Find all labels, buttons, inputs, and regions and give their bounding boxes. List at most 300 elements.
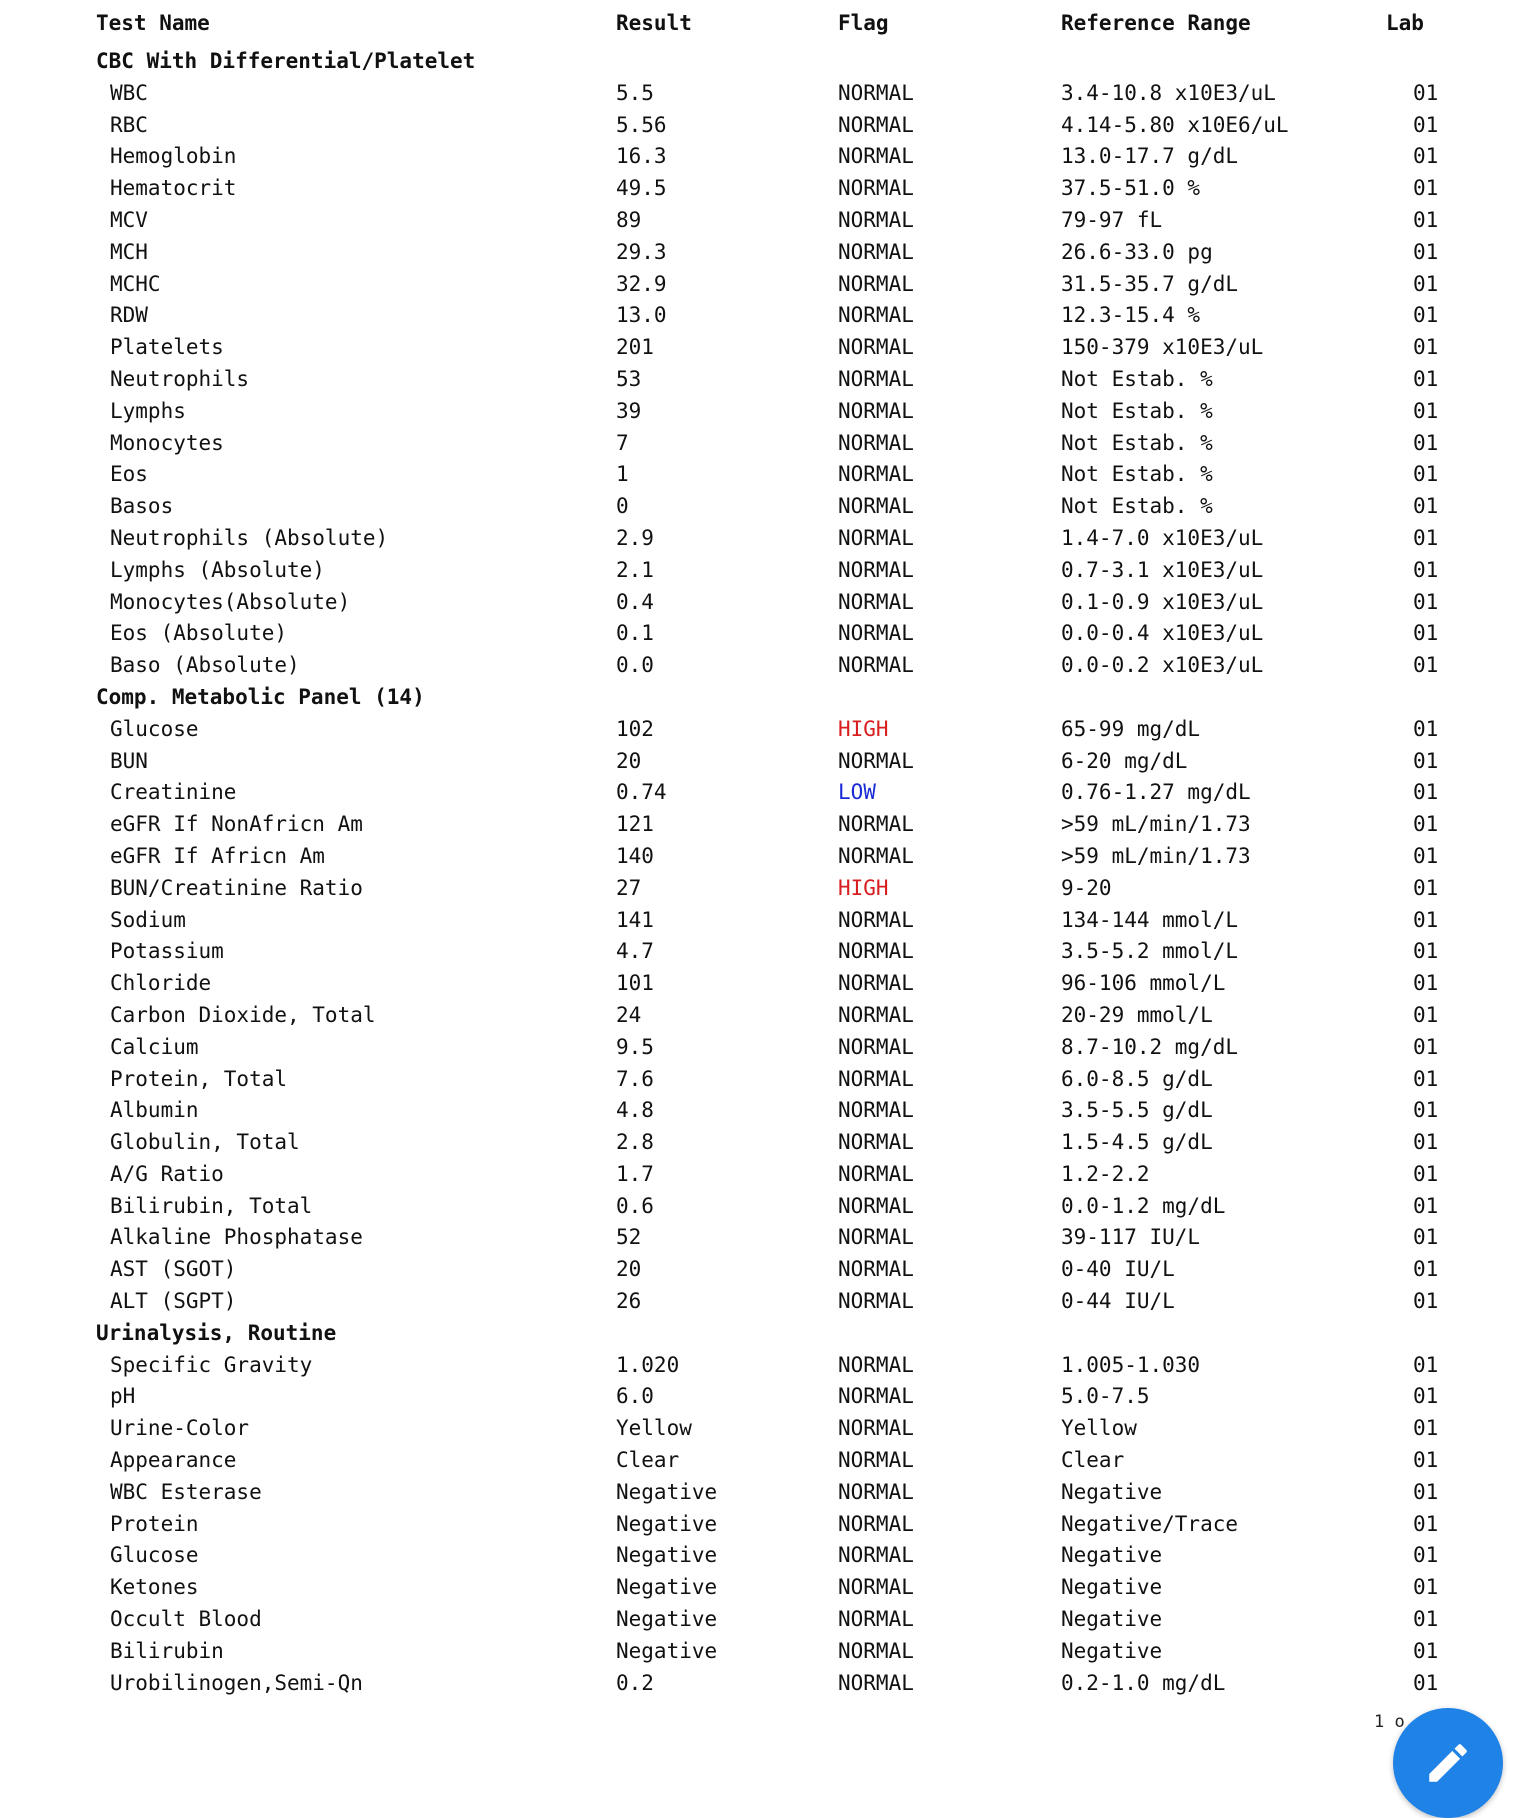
lab-code: 01 — [1413, 1384, 1439, 1409]
lab-code: 01 — [1413, 1352, 1439, 1377]
test-result: 53 — [616, 366, 642, 391]
reference-range: 65-99 mg/dL — [1061, 716, 1201, 741]
test-name: Protein — [110, 1511, 199, 1536]
result-row — [0, 618, 1536, 650]
edit-button[interactable] — [1393, 1708, 1503, 1818]
test-name: Eos (Absolute) — [110, 621, 288, 646]
page-indicator: 1 o — [1374, 1712, 1405, 1732]
test-name: Ketones — [110, 1575, 199, 1600]
test-flag: NORMAL — [838, 1575, 914, 1600]
test-result: Negative — [616, 1543, 718, 1568]
test-flag: NORMAL — [838, 1511, 914, 1536]
reference-range: Negative — [1061, 1543, 1163, 1568]
test-result: 32.9 — [616, 271, 667, 296]
test-result: 49.5 — [616, 176, 667, 201]
test-flag: NORMAL — [838, 462, 914, 487]
test-result: 2.8 — [616, 1130, 654, 1155]
test-flag: NORMAL — [838, 1130, 914, 1155]
test-result: 0.4 — [616, 589, 654, 614]
test-result: 7 — [616, 430, 629, 455]
result-row — [0, 459, 1536, 491]
test-name: MCH — [110, 239, 148, 264]
lab-code: 01 — [1413, 748, 1439, 773]
test-flag: NORMAL — [838, 939, 914, 964]
test-result: 1 — [616, 462, 629, 487]
result-row — [0, 1254, 1536, 1286]
test-flag: NORMAL — [838, 366, 914, 391]
test-result: 102 — [616, 716, 654, 741]
reference-range: Clear — [1061, 1448, 1125, 1473]
result-row — [0, 237, 1536, 269]
lab-code: 01 — [1413, 1416, 1439, 1441]
result-row — [0, 1127, 1536, 1159]
reference-range: 1.2-2.2 — [1061, 1161, 1150, 1186]
reference-range: Negative — [1061, 1638, 1163, 1663]
result-row — [0, 1668, 1536, 1700]
reference-range: 0.0-1.2 mg/dL — [1061, 1193, 1226, 1218]
test-name: Monocytes(Absolute) — [110, 589, 351, 614]
result-row — [0, 1604, 1536, 1636]
test-result: 101 — [616, 971, 654, 996]
test-result: 39 — [616, 398, 642, 423]
column-header-row — [0, 0, 1536, 46]
test-name: Carbon Dioxide, Total — [110, 1002, 376, 1027]
lab-code: 01 — [1413, 1066, 1439, 1091]
reference-range: Negative — [1061, 1607, 1163, 1632]
test-flag: NORMAL — [838, 621, 914, 646]
lab-code: 01 — [1413, 1479, 1439, 1504]
reference-range: 1.4-7.0 x10E3/uL — [1061, 525, 1264, 550]
result-row — [0, 1350, 1536, 1382]
lab-code: 01 — [1413, 557, 1439, 582]
result-row — [0, 1064, 1536, 1096]
test-flag: NORMAL — [838, 843, 914, 868]
section-title: Comp. Metabolic Panel (14) — [96, 684, 425, 709]
test-result: 16.3 — [616, 144, 667, 169]
reference-range: 1.5-4.5 g/dL — [1061, 1130, 1213, 1155]
result-row — [0, 1636, 1536, 1668]
reference-range: 134-144 mmol/L — [1061, 907, 1239, 932]
test-result: Negative — [616, 1638, 718, 1663]
test-flag: NORMAL — [838, 430, 914, 455]
test-flag: NORMAL — [838, 907, 914, 932]
test-name: WBC — [110, 80, 148, 105]
lab-code: 01 — [1413, 462, 1439, 487]
test-flag: NORMAL — [838, 748, 914, 773]
reference-range: Not Estab. % — [1061, 398, 1213, 423]
header-flag: Flag — [838, 11, 889, 35]
lab-code: 01 — [1413, 430, 1439, 455]
test-result: 13.0 — [616, 303, 667, 328]
test-flag: NORMAL — [838, 1416, 914, 1441]
result-row — [0, 141, 1536, 173]
reference-range: 3.4-10.8 x10E3/uL — [1061, 80, 1276, 105]
test-name: Hemoglobin — [110, 144, 237, 169]
test-flag: NORMAL — [838, 1193, 914, 1218]
test-flag: HIGH — [838, 716, 889, 741]
reference-range: Not Estab. % — [1061, 366, 1213, 391]
test-flag: NORMAL — [838, 1384, 914, 1409]
test-flag: NORMAL — [838, 1034, 914, 1059]
lab-code: 01 — [1413, 494, 1439, 519]
test-flag: NORMAL — [838, 1607, 914, 1632]
test-name: Urine-Color — [110, 1416, 250, 1441]
test-name: Lymphs — [110, 398, 186, 423]
header-lab: Lab — [1386, 11, 1424, 35]
report-body — [0, 46, 1536, 1699]
reference-range: 0.2-1.0 mg/dL — [1061, 1670, 1226, 1695]
reference-range: Negative — [1061, 1479, 1163, 1504]
reference-range: Negative/Trace — [1061, 1511, 1239, 1536]
test-flag: NORMAL — [838, 1098, 914, 1123]
section-title: CBC With Differential/Platelet — [96, 49, 476, 73]
test-name: eGFR If Africn Am — [110, 843, 325, 868]
reference-range: 6.0-8.5 g/dL — [1061, 1066, 1213, 1091]
test-name: Neutrophils — [110, 366, 250, 391]
test-result: 26 — [616, 1289, 642, 1314]
result-row — [0, 300, 1536, 332]
test-name: Glucose — [110, 716, 199, 741]
result-row — [0, 587, 1536, 619]
test-name: Globulin, Total — [110, 1130, 300, 1155]
test-name: MCV — [110, 207, 148, 232]
result-row — [0, 1000, 1536, 1032]
test-name: Specific Gravity — [110, 1352, 313, 1377]
test-result: 2.1 — [616, 557, 654, 582]
reference-range: Not Estab. % — [1061, 494, 1213, 519]
lab-code: 01 — [1413, 1638, 1439, 1663]
test-result: 5.56 — [616, 112, 667, 137]
reference-range: Negative — [1061, 1575, 1163, 1600]
reference-range: 0.0-0.2 x10E3/uL — [1061, 653, 1264, 678]
lab-code: 01 — [1413, 716, 1439, 741]
test-result: Negative — [616, 1607, 718, 1632]
test-name: Lymphs (Absolute) — [110, 557, 325, 582]
lab-code: 01 — [1413, 1543, 1439, 1568]
reference-range: 0-44 IU/L — [1061, 1289, 1175, 1314]
test-flag: NORMAL — [838, 398, 914, 423]
test-name: ALT (SGPT) — [110, 1289, 237, 1314]
test-name: Albumin — [110, 1098, 199, 1123]
test-result: 9.5 — [616, 1034, 654, 1059]
section-heading — [0, 1318, 1536, 1350]
lab-code: 01 — [1413, 621, 1439, 646]
test-name: Alkaline Phosphatase — [110, 1225, 363, 1250]
header-reference-range: Reference Range — [1061, 11, 1251, 35]
test-result: 52 — [616, 1225, 642, 1250]
test-flag: NORMAL — [838, 335, 914, 360]
result-row — [0, 523, 1536, 555]
result-row — [0, 1381, 1536, 1413]
test-name: Protein, Total — [110, 1066, 288, 1091]
test-name: WBC Esterase — [110, 1479, 262, 1504]
reference-range: 0-40 IU/L — [1061, 1257, 1175, 1282]
lab-code: 01 — [1413, 939, 1439, 964]
test-flag: HIGH — [838, 875, 889, 900]
lab-code: 01 — [1413, 1034, 1439, 1059]
result-row — [0, 1032, 1536, 1064]
lab-code: 01 — [1413, 1670, 1439, 1695]
test-flag: NORMAL — [838, 1225, 914, 1250]
lab-code: 01 — [1413, 843, 1439, 868]
lab-code: 01 — [1413, 112, 1439, 137]
test-name: Bilirubin, Total — [110, 1193, 313, 1218]
lab-code: 01 — [1413, 303, 1439, 328]
lab-code: 01 — [1413, 1575, 1439, 1600]
result-row — [0, 777, 1536, 809]
lab-code: 01 — [1413, 398, 1439, 423]
test-flag: NORMAL — [838, 812, 914, 837]
reference-range: 0.7-3.1 x10E3/uL — [1061, 557, 1264, 582]
test-result: 6.0 — [616, 1384, 654, 1409]
lab-code: 01 — [1413, 1257, 1439, 1282]
test-result: Clear — [616, 1448, 680, 1473]
test-result: 89 — [616, 207, 642, 232]
test-flag: NORMAL — [838, 239, 914, 264]
result-row — [0, 905, 1536, 937]
lab-code: 01 — [1413, 875, 1439, 900]
result-row — [0, 269, 1536, 301]
test-result: 0.2 — [616, 1670, 654, 1695]
test-flag: NORMAL — [838, 303, 914, 328]
test-flag: NORMAL — [838, 1289, 914, 1314]
test-result: 0.1 — [616, 621, 654, 646]
test-flag: LOW — [838, 780, 876, 805]
test-result: 140 — [616, 843, 654, 868]
result-row — [0, 1477, 1536, 1509]
section-heading — [0, 682, 1536, 714]
test-flag: NORMAL — [838, 1638, 914, 1663]
result-row — [0, 714, 1536, 746]
reference-range: >59 mL/min/1.73 — [1061, 843, 1251, 868]
lab-code: 01 — [1413, 144, 1439, 169]
lab-code: 01 — [1413, 239, 1439, 264]
reference-range: 5.0-7.5 — [1061, 1384, 1150, 1409]
test-name: Bilirubin — [110, 1638, 224, 1663]
test-result: 0.0 — [616, 653, 654, 678]
test-result: 1.7 — [616, 1161, 654, 1186]
test-name: RDW — [110, 303, 148, 328]
reference-range: 39-117 IU/L — [1061, 1225, 1201, 1250]
reference-range: 0.1-0.9 x10E3/uL — [1061, 589, 1264, 614]
lab-code: 01 — [1413, 907, 1439, 932]
test-flag: NORMAL — [838, 176, 914, 201]
test-flag: NORMAL — [838, 80, 914, 105]
result-row — [0, 1286, 1536, 1318]
test-flag: NORMAL — [838, 1670, 914, 1695]
reference-range: 37.5-51.0 % — [1061, 176, 1201, 201]
lab-code: 01 — [1413, 366, 1439, 391]
reference-range: 12.3-15.4 % — [1061, 303, 1201, 328]
test-name: A/G Ratio — [110, 1161, 224, 1186]
lab-code: 01 — [1413, 1289, 1439, 1314]
lab-code: 01 — [1413, 653, 1439, 678]
result-row — [0, 841, 1536, 873]
result-row — [0, 936, 1536, 968]
reference-range: >59 mL/min/1.73 — [1061, 812, 1251, 837]
result-row — [0, 1540, 1536, 1572]
test-result: Negative — [616, 1479, 718, 1504]
test-result: Negative — [616, 1575, 718, 1600]
lab-code: 01 — [1413, 1002, 1439, 1027]
lab-code: 01 — [1413, 812, 1439, 837]
result-row — [0, 809, 1536, 841]
test-flag: NORMAL — [838, 971, 914, 996]
test-name: RBC — [110, 112, 148, 137]
lab-code: 01 — [1413, 1225, 1439, 1250]
test-name: Occult Blood — [110, 1607, 262, 1632]
reference-range: 3.5-5.2 mmol/L — [1061, 939, 1239, 964]
result-row — [0, 1509, 1536, 1541]
result-row — [0, 555, 1536, 587]
test-flag: NORMAL — [838, 1002, 914, 1027]
lab-code: 01 — [1413, 971, 1439, 996]
reference-range: 79-97 fL — [1061, 207, 1163, 232]
test-name: Platelets — [110, 335, 224, 360]
test-result: 29.3 — [616, 239, 667, 264]
result-row — [0, 873, 1536, 905]
test-name: MCHC — [110, 271, 161, 296]
test-flag: NORMAL — [838, 1161, 914, 1186]
result-row — [0, 1159, 1536, 1191]
test-name: Sodium — [110, 907, 186, 932]
test-flag: NORMAL — [838, 1352, 914, 1377]
reference-range: Not Estab. % — [1061, 462, 1213, 487]
lab-code: 01 — [1413, 207, 1439, 232]
test-name: pH — [110, 1384, 136, 1409]
reference-range: 6-20 mg/dL — [1061, 748, 1188, 773]
section-title: Urinalysis, Routine — [96, 1320, 337, 1345]
reference-range: 31.5-35.7 g/dL — [1061, 271, 1239, 296]
result-row — [0, 746, 1536, 778]
lab-code: 01 — [1413, 1607, 1439, 1632]
result-row — [0, 968, 1536, 1000]
result-row — [0, 428, 1536, 460]
pencil-icon — [1423, 1738, 1473, 1788]
result-row — [0, 396, 1536, 428]
test-name: AST (SGOT) — [110, 1257, 237, 1282]
lab-code: 01 — [1413, 80, 1439, 105]
test-flag: NORMAL — [838, 144, 914, 169]
test-result: 20 — [616, 1257, 642, 1282]
lab-code: 01 — [1413, 1448, 1439, 1473]
reference-range: 4.14-5.80 x10E6/uL — [1061, 112, 1289, 137]
section-heading — [0, 46, 1536, 78]
result-row — [0, 491, 1536, 523]
reference-range: 8.7-10.2 mg/dL — [1061, 1034, 1239, 1059]
test-name: eGFR If NonAfricn Am — [110, 812, 363, 837]
result-row — [0, 1445, 1536, 1477]
header-test-name: Test Name — [96, 11, 210, 35]
lab-code: 01 — [1413, 271, 1439, 296]
lab-code: 01 — [1413, 589, 1439, 614]
test-result: 2.9 — [616, 525, 654, 550]
test-result: 27 — [616, 875, 642, 900]
test-result: 7.6 — [616, 1066, 654, 1091]
result-row — [0, 1413, 1536, 1445]
test-flag: NORMAL — [838, 1257, 914, 1282]
test-result: 4.7 — [616, 939, 654, 964]
lab-code: 01 — [1413, 1098, 1439, 1123]
reference-range: 96-106 mmol/L — [1061, 971, 1226, 996]
test-name: Calcium — [110, 1034, 199, 1059]
test-name: BUN/Creatinine Ratio — [110, 875, 363, 900]
test-flag: NORMAL — [838, 525, 914, 550]
test-flag: NORMAL — [838, 207, 914, 232]
result-row — [0, 1191, 1536, 1223]
test-flag: NORMAL — [838, 494, 914, 519]
test-flag: NORMAL — [838, 1066, 914, 1091]
test-result: 24 — [616, 1002, 642, 1027]
lab-code: 01 — [1413, 1130, 1439, 1155]
test-name: Basos — [110, 494, 174, 519]
result-row — [0, 1572, 1536, 1604]
result-row — [0, 110, 1536, 142]
test-result: 141 — [616, 907, 654, 932]
test-name: Urobilinogen,Semi-Qn — [110, 1670, 363, 1695]
test-name: Hematocrit — [110, 176, 237, 201]
result-row — [0, 1222, 1536, 1254]
test-flag: NORMAL — [838, 112, 914, 137]
test-result: 20 — [616, 748, 642, 773]
header-result: Result — [616, 11, 692, 35]
lab-code: 01 — [1413, 335, 1439, 360]
test-result: 0.6 — [616, 1193, 654, 1218]
result-row — [0, 332, 1536, 364]
result-row — [0, 364, 1536, 396]
test-name: Monocytes — [110, 430, 224, 455]
lab-code: 01 — [1413, 1161, 1439, 1186]
test-result: 0 — [616, 494, 629, 519]
test-name: Glucose — [110, 1543, 199, 1568]
test-result: 0.74 — [616, 780, 667, 805]
reference-range: 9-20 — [1061, 875, 1112, 900]
test-name: BUN — [110, 748, 148, 773]
reference-range: 20-29 mmol/L — [1061, 1002, 1213, 1027]
reference-range: 0.0-0.4 x10E3/uL — [1061, 621, 1264, 646]
result-row — [0, 78, 1536, 110]
test-result: 1.020 — [616, 1352, 680, 1377]
test-name: Appearance — [110, 1448, 237, 1473]
lab-code: 01 — [1413, 780, 1439, 805]
result-row — [0, 173, 1536, 205]
test-flag: NORMAL — [838, 653, 914, 678]
test-result: 201 — [616, 335, 654, 360]
reference-range: Not Estab. % — [1061, 430, 1213, 455]
reference-range: 150-379 x10E3/uL — [1061, 335, 1264, 360]
test-flag: NORMAL — [838, 1448, 914, 1473]
test-name: Eos — [110, 462, 148, 487]
test-flag: NORMAL — [838, 557, 914, 582]
test-flag: NORMAL — [838, 271, 914, 296]
test-result: 121 — [616, 812, 654, 837]
result-row — [0, 650, 1536, 682]
reference-range: 3.5-5.5 g/dL — [1061, 1098, 1213, 1123]
lab-code: 01 — [1413, 176, 1439, 201]
test-flag: NORMAL — [838, 589, 914, 614]
test-name: Neutrophils (Absolute) — [110, 525, 389, 550]
test-result: 5.5 — [616, 80, 654, 105]
reference-range: 1.005-1.030 — [1061, 1352, 1201, 1377]
result-row — [0, 1095, 1536, 1127]
test-result: Yellow — [616, 1416, 692, 1441]
test-flag: NORMAL — [838, 1543, 914, 1568]
reference-range: Yellow — [1061, 1416, 1137, 1441]
lab-code: 01 — [1413, 525, 1439, 550]
reference-range: 0.76-1.27 mg/dL — [1061, 780, 1251, 805]
lab-code: 01 — [1413, 1193, 1439, 1218]
test-result: Negative — [616, 1511, 718, 1536]
